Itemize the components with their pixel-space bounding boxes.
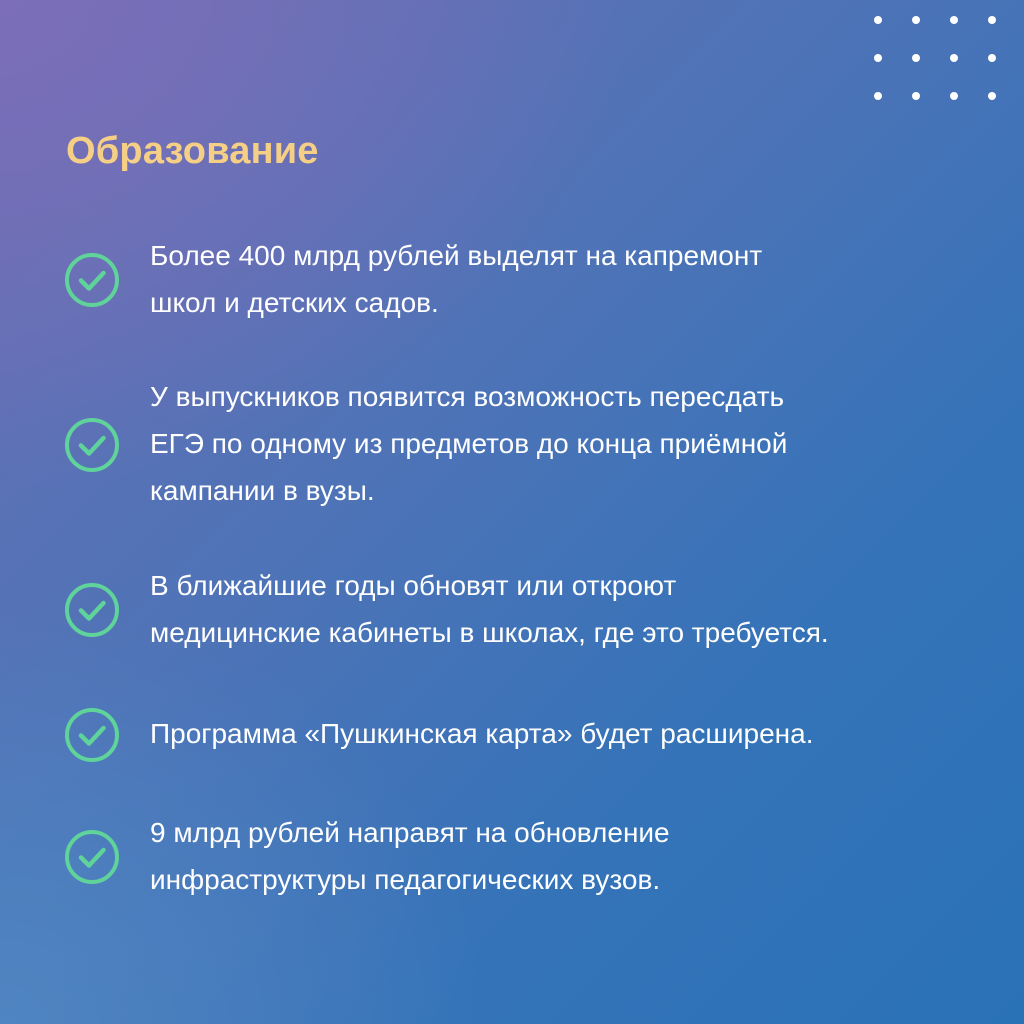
list-item-line: В ближайшие годы обновят или откроют: [150, 570, 677, 601]
list-item-line: инфраструктуры педагогических вузов.: [150, 864, 661, 895]
dot: [874, 92, 882, 100]
list-item-line: медицинские кабинеты в школах, где это требуется.: [150, 617, 829, 648]
dot: [912, 16, 920, 24]
dot: [988, 92, 996, 100]
list-item-line: 9 млрд рублей направят на обновление: [150, 817, 670, 848]
check-circle-icon: [64, 582, 120, 638]
list-item-line: У выпускников появится возможность пересдать: [150, 381, 785, 412]
dot: [950, 54, 958, 62]
check-circle-icon: [64, 707, 120, 763]
dot: [912, 92, 920, 100]
list-item-line: школ и детских садов.: [150, 287, 439, 318]
dot: [950, 16, 958, 24]
page-title: Образование: [66, 130, 319, 172]
list-item-text: [150, 232, 950, 326]
list-item-line: кампании в вузы.: [150, 475, 375, 506]
list-item-text: [150, 373, 950, 514]
dot: [988, 54, 996, 62]
list-item-line: ЕГЭ по одному из предметов до конца приёмной: [150, 428, 788, 459]
list-item-text: [150, 809, 950, 903]
check-circle-icon: [64, 829, 120, 885]
list-item-line: Более 400 млрд рублей выделят на капремонт: [150, 240, 763, 271]
dot: [874, 54, 882, 62]
check-circle-icon: [64, 417, 120, 473]
list-item-text: [150, 710, 950, 757]
dot: [912, 54, 920, 62]
list-item-line: Программа «Пушкинская карта» будет расширена.: [150, 718, 814, 749]
check-circle-icon: [64, 252, 120, 308]
dot: [988, 16, 996, 24]
dot: [874, 16, 882, 24]
dot-grid-icon: [874, 16, 998, 100]
list-item-text: [150, 562, 950, 656]
dot: [950, 92, 958, 100]
